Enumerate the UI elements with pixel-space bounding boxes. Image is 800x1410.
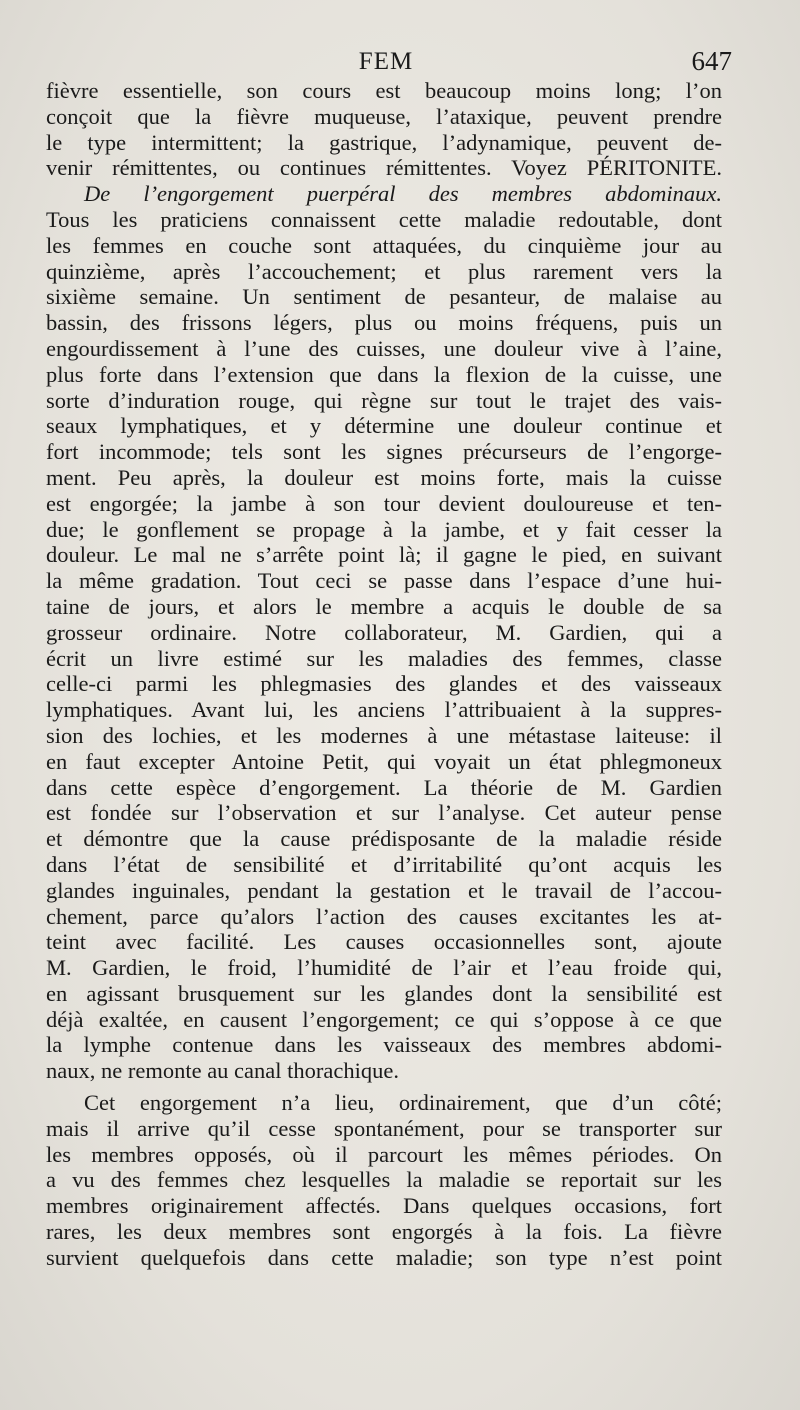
paragraph [46, 78, 722, 181]
text-line: glandes inguinales, pendant la gestation et le travail de l’accou- [46, 877, 722, 903]
text-line: M. Gardien, le froid, l’humidité de l’air et l’eau froide qui, [46, 955, 722, 981]
text-line: lymphatiques. Avant lui, les anciens l’attribuaient à la suppres- [46, 697, 722, 723]
text-line: et démontre que la cause prédisposante de la maladie réside [46, 826, 722, 852]
text-line: dans cette espèce d’engorgement. La théorie de M. Gardien [46, 774, 722, 800]
text-line: en agissant brusquement sur les glandes dont la sensibilité est [46, 980, 722, 1006]
text-line: taine de jours, et alors le membre a acquis le double de sa [46, 593, 722, 619]
text-line: écrit un livre estimé sur les maladies des femmes, classe [46, 645, 722, 671]
text-line: est engorgée; la jambe à son tour devient douloureuse et ten- [46, 490, 722, 516]
paragraph [46, 181, 722, 1084]
text-line: celle-ci parmi les phlegmasies des glandes et des vaisseaux [46, 671, 722, 697]
body-text [46, 78, 722, 1271]
text-line: ment. Peu après, la douleur est moins forte, mais la cuisse [46, 464, 722, 490]
text-line: due; le gonflement se propage à la jambe, et y fait cesser la [46, 516, 722, 542]
text-line: teint avec facilité. Les causes occasionnelles sont, ajoute [46, 929, 722, 955]
text-line: sion des lochies, et les modernes à une métastase laiteuse: il [46, 722, 722, 748]
text-line: quinzième, après l’accouchement; et plus rarement vers la [46, 258, 722, 284]
text-line: bassin, des frissons légers, plus ou moins fréquens, puis un [46, 310, 722, 336]
text-line: conçoit que la fièvre muqueuse, l’ataxique, peuvent prendre [46, 103, 722, 129]
text-line: mais il arrive qu’il cesse spontanément, pour se transporter sur [46, 1115, 722, 1141]
text-line: venir rémittentes, ou continues rémittentes. Voyez PÉRITONITE. [46, 155, 722, 181]
text-line: la même gradation. Tout ceci se passe dans l’espace d’une hui- [46, 568, 722, 594]
text-line: sixième semaine. Un sentiment de pesanteur, de malaise au [46, 284, 722, 310]
text-line: la lymphe contenue dans les vaisseaux des membres abdomi- [46, 1032, 722, 1058]
text-line: grosseur ordinaire. Notre collaborateur, M. Gardien, qui a [46, 619, 722, 645]
text-line: a vu des femmes chez lesquelles la maladie se reportait sur les [46, 1167, 722, 1193]
text-line: est fondée sur l’observation et sur l’analyse. Cet auteur pense [46, 800, 722, 826]
section-title: De l’engorgement puerpéral des membres abdominaux. [84, 181, 722, 207]
page-header [40, 46, 732, 76]
text-line: engourdissement à l’une des cuisses, une douleur vive à l’aine, [46, 335, 722, 361]
text-line: seaux lymphatiques, et y détermine une douleur continue et [46, 413, 722, 439]
text-line: naux, ne remonte au canal thorachique. [46, 1058, 399, 1084]
text-line: dans l’état de sensibilité et d’irritabilité qu’ont acquis les [46, 851, 722, 877]
text-line: fièvre essentielle, son cours est beaucoup moins long; l’on [46, 78, 722, 103]
text-line: rares, les deux membres sont engorgés à la fois. La fièvre [46, 1219, 722, 1245]
text-line: Tous les praticiens connaissent cette maladie redoutable, dont [46, 206, 722, 232]
text-line: sorte d’induration rouge, qui règne sur tout le trajet des vais- [46, 387, 722, 413]
text-line: chement, parce qu’alors l’action des causes excitantes les at- [46, 903, 722, 929]
text-line: fort incommode; tels sont les signes précurseurs de l’engorge- [46, 439, 722, 465]
text-line: douleur. Le mal ne s’arrête point là; il gagne le pied, en suivant [46, 542, 722, 568]
running-head: FEM [358, 48, 414, 75]
page-number: 647 [691, 46, 732, 76]
text-line: le type intermittent; la gastrique, l’adynamique, peuvent de- [46, 129, 722, 155]
paragraph [46, 1090, 722, 1271]
text-line: les femmes en couche sont attaquées, du cinquième jour au [46, 232, 722, 258]
text-line: Cet engorgement n’a lieu, ordinairement, que d’un côté; [84, 1090, 722, 1116]
text-line: en faut excepter Antoine Petit, qui voyait un état phlegmoneux [46, 748, 722, 774]
text-line: membres originairement affectés. Dans quelques occasions, fort [46, 1193, 722, 1219]
text-line: les membres opposés, où il parcourt les mêmes périodes. On [46, 1141, 722, 1167]
text-line: déjà exaltée, en causent l’engorgement; ce qui s’oppose à ce que [46, 1006, 722, 1032]
text-line: survient quelquefois dans cette maladie; son type n’est point [46, 1244, 722, 1270]
text-line: plus forte dans l’extension que dans la flexion de la cuisse, une [46, 361, 722, 387]
